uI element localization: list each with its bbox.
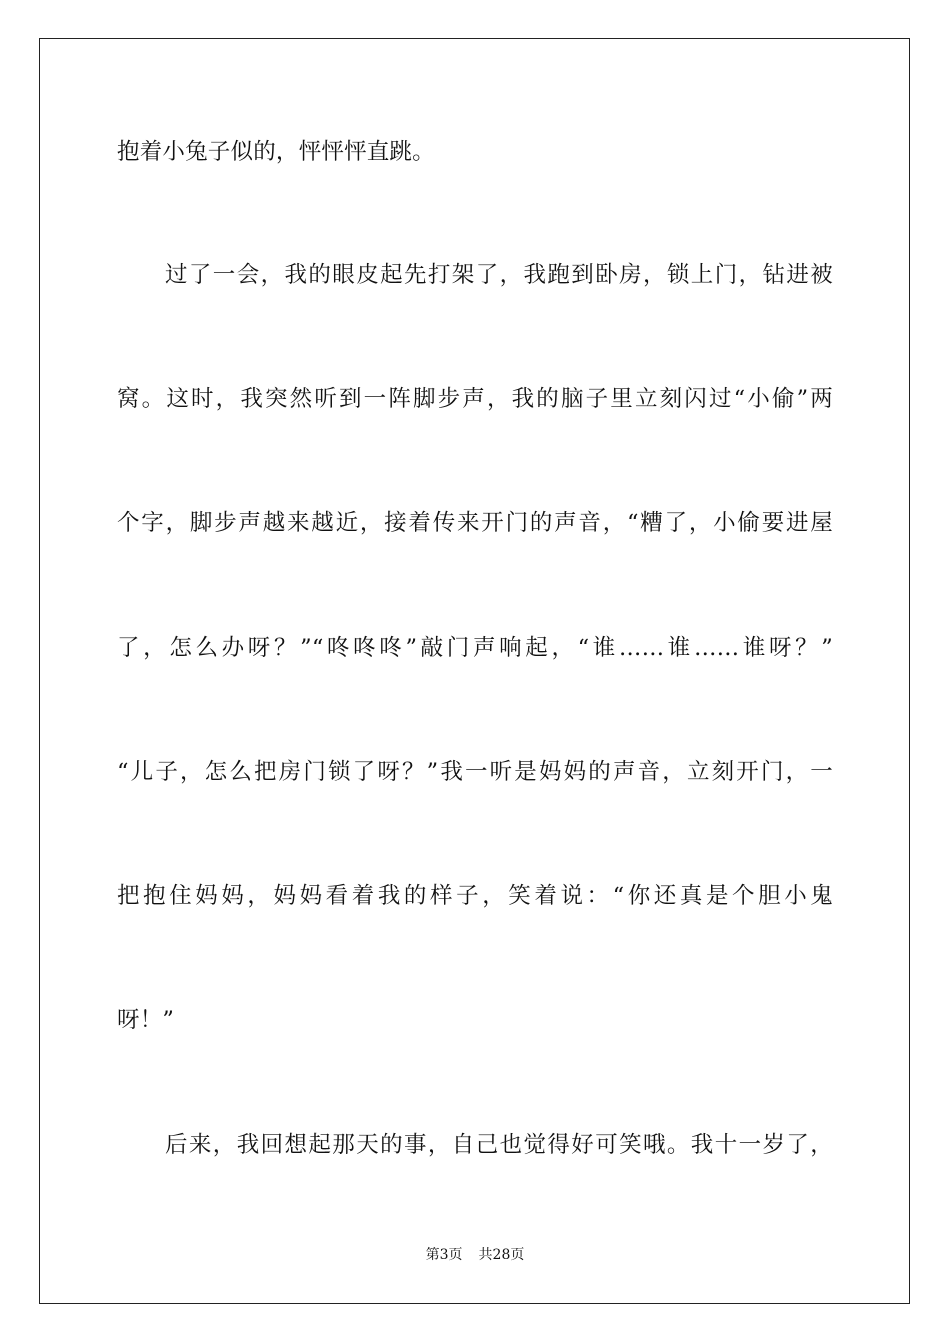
text-line-2: 过了一会，我的眼皮起先打架了，我跑到卧房，锁上门，钻进被: [165, 262, 833, 288]
text-line-5: 了，怎么办呀？”“咚咚咚”敲门声响起，“谁……谁……谁呀？”: [117, 635, 833, 661]
page-footer: [0, 1246, 950, 1264]
page-number-current: 第3页: [425, 1247, 463, 1263]
text-line-3: 窝。这时，我突然听到一阵脚步声，我的脑子里立刻闪过“小偷”两: [117, 386, 833, 412]
page-number-total: 共28页: [478, 1247, 525, 1263]
text-line-8: 呀！”: [117, 1007, 175, 1033]
text-line-7: 把抱住妈妈，妈妈看着我的样子，笑着说：“你还真是个胆小鬼: [117, 883, 833, 909]
text-line-4: 个字，脚步声越来越近，接着传来开门的声音，“糟了，小偷要进屋: [117, 510, 833, 536]
page-border: [39, 38, 910, 1304]
text-line-9: 后来，我回想起那天的事，自己也觉得好可笑哦。我十一岁了，: [165, 1132, 833, 1158]
text-line-6: “儿子，怎么把房门锁了呀？”我一听是妈妈的声音，立刻开门，一: [117, 759, 833, 785]
text-line-1: 抱着小兔子似的，怦怦怦直跳。: [117, 139, 435, 165]
